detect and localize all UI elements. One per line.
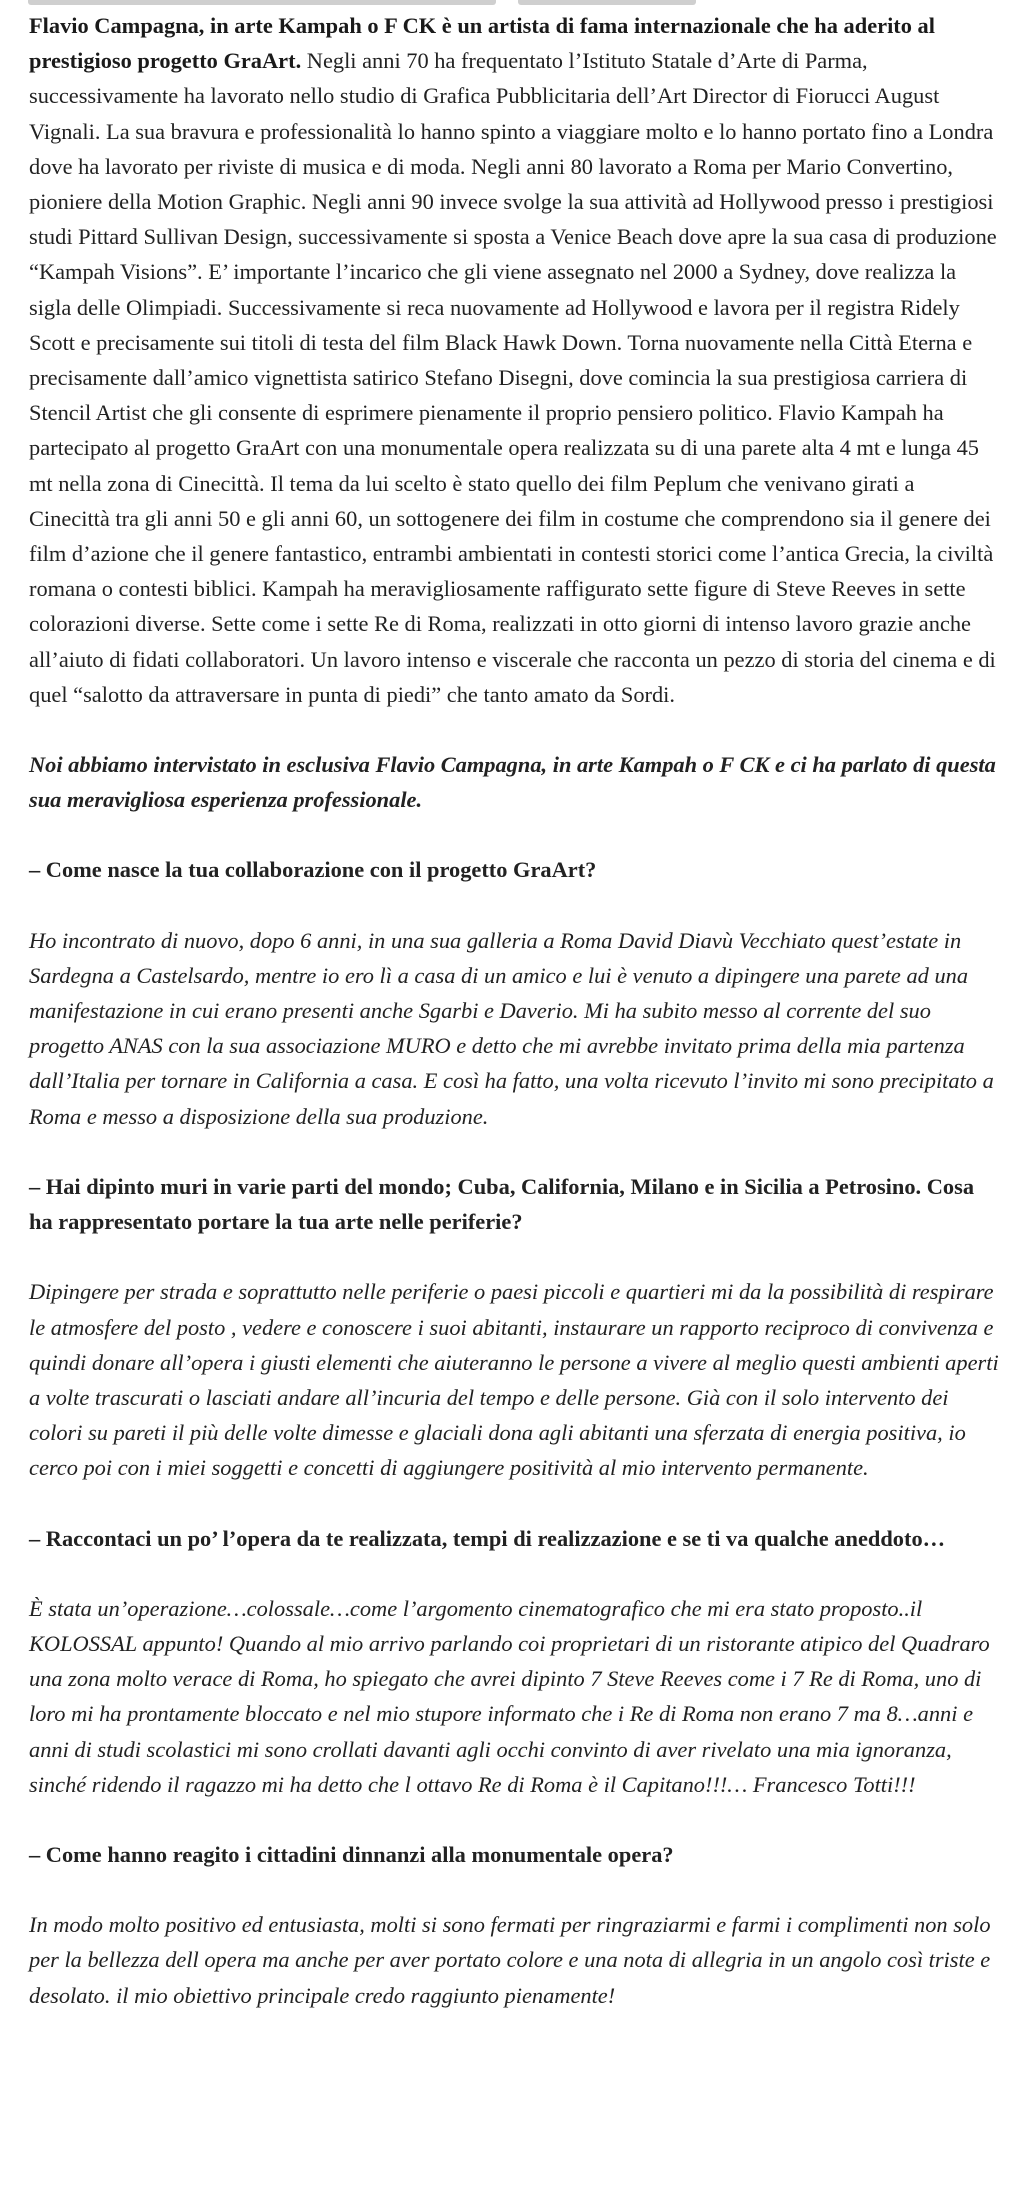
question-4: – Come hanno reagito i cittadini dinnanzi alla monumentale opera? xyxy=(29,1841,674,1867)
intro-paragraph xyxy=(29,8,999,712)
top-scroll-indicator xyxy=(0,0,1024,6)
question-2: – Hai dipinto muri in varie parti del mondo; Cuba, California, Milano e in Sicilia a Petrosino. Cosa ha rappresentato portare la tua arte nelle periferie? xyxy=(29,1173,975,1235)
answer-3: È stata un’operazione…colossale…come l’argomento cinematografico che mi era stato proposto..il KOLOSSAL appunto! Quando al mio arrivo parlando coi proprietari di un ristorante atipico del Quadraro una zona molto verace di Roma, ho spiegato che avrei dipinto 7 Steve Reeves come i 7 Re di Roma, uno di loro mi ha prontamente bloccato e nel mio stupore informato che i Re di Roma non erano 7 ma 8…anni e anni di studi scolastici mi sono crollati davanti agli occhi convinto di aver rivelato una mia ignoranza, sinché ridendo il ragazzo mi ha detto che l ottavo Re di Roma è il Capitano!!!… Francesco Totti!!! xyxy=(29,1595,990,1797)
question-1: – Come nasce la tua collaborazione con il progetto GraArt? xyxy=(29,857,597,883)
answer-2: Dipingere per strada e soprattutto nelle periferie o paesi piccoli e quartieri mi da la possibilità di respirare le atmosfere del posto , vedere e conoscere i suoi abitanti, instaurare un rapporto reciproco di convivenza e quindi donare all’opera i giusti elementi che aiuteranno le persone a vivere al meglio questi ambienti aperti a volte trascurati o lasciati andare all’incuria del tempo e delle persone. Già con il solo intervento dei colori su pareti il più delle volte dimesse e glaciali dona agli abitanti una sferzata di energia positiva, io cerco poi con i miei soggetti e concetti di aggiungere positività al mio intervento permanente. xyxy=(29,1279,999,1481)
article-body xyxy=(29,8,999,2013)
intro-text: Negli anni 70 ha frequentato l’Istituto Statale d’Arte di Parma, successivamente ha lavorato nello studio di Grafica Pubblicitaria dell’Art Director di Fiorucci August Vignali. La sua bravura e professionalità lo hanno spinto a viaggiare molto e lo hanno portato fino a Londra dove ha lavorato per riviste di musica e di moda. Negli anni 80 lavorato a Roma per Mario Convertino, pioniere della Motion Graphic. Negli anni 90 invece svolge la sua attività ad Hollywood presso i prestigiosi studi Pittard Sullivan Design, successivamente si sposta a Venice Beach dove apre la sua casa di produzione “Kampah Visions”. E’ importante l’incarico che gli viene assegnato nel 2000 a Sydney, dove realizza la sigla delle Olimpiadi. Successivamente si reca nuovamente ad Hollywood e lavora per il registra Ridely Scott e precisamente sui titoli di testa del film Black Hawk Down. Torna nuovamente nella Città Eterna e precisamente dall’amico vignettista satirico Stefano Disegni, dove comincia la sua prestigiosa carriera di Stencil Artist che gli consente di esprimere pienamente il proprio pensiero politico. Flavio Kampah ha partecipato al progetto GraArt con una monumentale opera realizzata su di una parete alta 4 mt e lunga 45 mt nella zona di Cinecittà. Il tema da lui scelto è stato quello dei film Peplum che venivano girati a Cinecittà tra gli anni 50 e gli anni 60, un sottogenere dei film in costume che comprendono sia il genere dei film d’azione che il genere fantastico, entrambi ambientati in contesti storici come l’antica Grecia, la civiltà romana o contesti biblici. Kampah ha meravigliosamente raffigurato sette figure di Steve Reeves in sette colorazioni diverse. Sette come i sette Re di Roma, realizzati in otto giorni di intenso lavoro grazie anche all’aiuto di fidati collaboratori. Un lavoro intenso e viscerale che racconta un pezzo di storia del cinema e di quel “salotto da attraversare in punta di piedi” che tanto amato da Sordi. xyxy=(29,48,997,707)
scroll-indicator-right xyxy=(518,0,696,5)
interview-lead: Noi abbiamo intervistato in esclusiva Flavio Campagna, in arte Kampah o F CK e ci ha parlato di questa sua meravigliosa esperienza professionale. xyxy=(29,752,996,813)
question-3: – Raccontaci un po’ l’opera da te realizzata, tempi di realizzazione e se ti va qualche aneddoto… xyxy=(29,1525,946,1551)
answer-4: In modo molto positivo ed entusiasta, molti si sono fermati per ringraziarmi e farmi i complimenti non solo per la bellezza dell opera ma anche per aver portato colore e una nota di allegria in un angolo così triste e desolato. il mio obiettivo principale credo raggiunto pienamente! xyxy=(29,1912,991,2008)
scroll-indicator-left xyxy=(28,0,496,5)
intro-bold-text: Flavio Campagna, in arte Kampah o F CK è un artista di fama internazionale che ha aderito al prestigioso progetto GraArt. xyxy=(29,13,935,74)
answer-1: Ho incontrato di nuovo, dopo 6 anni, in una sua galleria a Roma David Diavù Vecchiato quest’estate in Sardegna a Castelsardo, mentre io ero lì a casa di un amico e lui è venuto a dipingere una parete ad una manifestazione in cui erano presenti anche Sgarbi e Daverio. Mi ha subito messo al corrente del suo progetto ANAS con la sua associazione MURO e detto che mi avrebbe invitato prima della mia partenza dall’Italia per tornare in California a casa. E così ha fatto, una volta ricevuto l’invito mi sono precipitato a Roma e messo a disposizione della sua produzione. xyxy=(29,927,994,1129)
